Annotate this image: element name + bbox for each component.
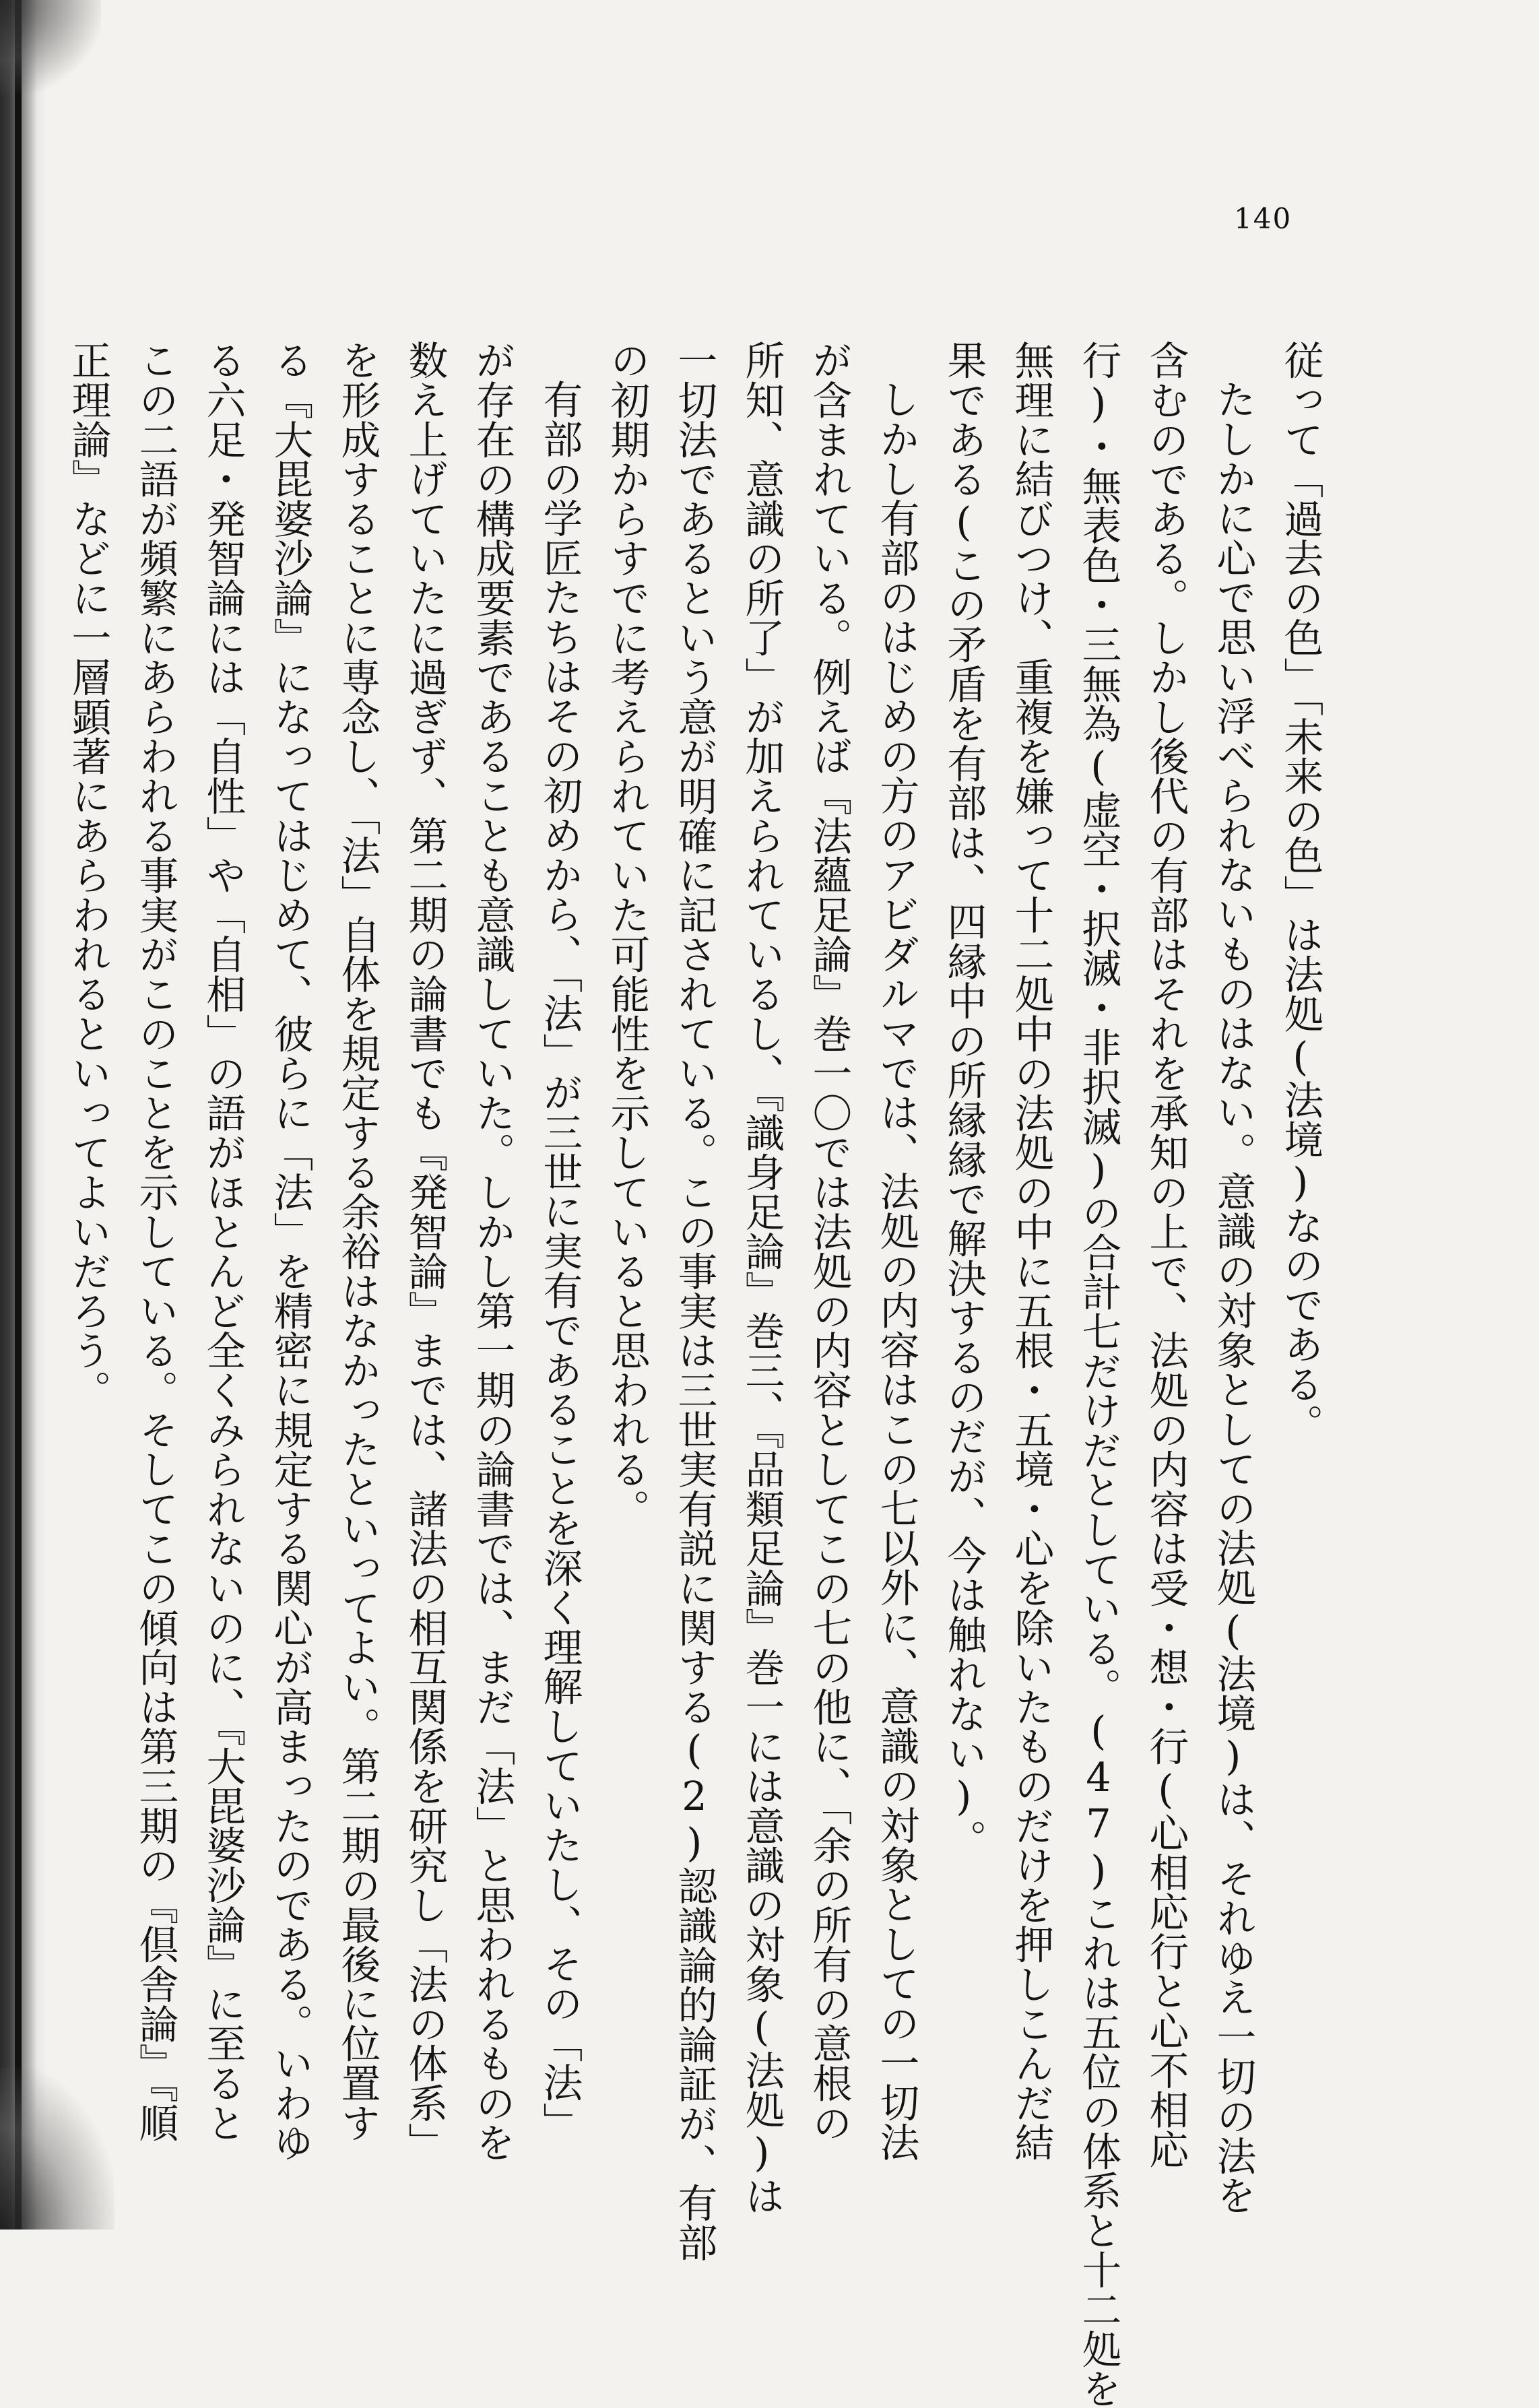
text-column: の初期からすでに考えられていた可能性を示していると思われる。 [603,340,651,1528]
binding-line [15,0,22,2230]
text-column: しかし有部のはじめの方のアビダルマでは、法処の内容はこの七以外に、意識の対象としての一切法 [873,379,920,2161]
text-column: 数え上げていたに過ぎず、第二期の論書でも『発智論』までは、諸法の相互関係を研究し「法の体系」 [401,340,449,2162]
text-column: たしかに心で思い浮べられないものはない。意識の対象としての法処(法境)は、それゆえ一切の法を [1210,379,1257,2215]
scan-speckle-top [0,0,101,94]
text-column: 行)・無表色・三無為(虚空・択滅・非択滅)の合計七だけだとしている。(47)これは五位の体系と十二処を [1075,340,1122,2408]
text-column: 果である(この矛盾を有部は、四縁中の所縁縁で解決するのだが、今は触れない)。 [940,340,987,1859]
scan-speckle-bottom [0,2068,114,2230]
text-column: 含むのである。しかし後代の有部はそれを承知の上で、法処の内容は受・想・行(心相応行と心不相応 [1142,340,1189,2169]
text-column: 無理に結びつけ、重複を嫌って十二処中の法処の中に五根・五境・心を除いたものだけを押しこんだ結 [1008,340,1055,2162]
text-column: を形成することに専念し、「法」自体を規定する余裕はなかったといってよい。第二期の最後に位置す [334,340,381,2143]
text-column: る六足・発智論には「自性」や「自相」の語がほとんど全くみられないのに、『大毘婆沙論』に至ると [199,340,247,2143]
text-column: る『大毘婆沙論』になってはじめて、彼らに「法」を精密に規定する関心が高まったのである。いわゆ [267,340,314,2162]
text-column: 有部の学匠たちはその初めから、「法」が三世に実有であることを深く理解していたし、その「法」 [536,379,583,2142]
page-number: 140 [1234,202,1292,235]
text-column: この二語が頻繁にあらわれる事実がこのことを示している。そしてこの傾向は第三期の『倶舎論』『順 [132,340,179,2143]
text-column: 所知、意識の所了」が加えられているし、『識身足論』巻三、『品類足論』巻一には意識の対象(法処)は [738,340,785,2215]
text-column: が含まれている。例えば『法蘊足論』巻一〇では法処の内容としてこの七の他に、「余の所有の意根の [806,340,853,2143]
binding-shadow [0,0,47,2230]
text-column: 正理論』などに一層顕著にあらわれるといってよいだろう。 [65,340,112,1410]
text-column: 従って「過去の色」「未来の色」は法処(法境)なのである。 [1277,340,1324,1443]
vertical-text-body [65,340,1334,2408]
text-column: が存在の構成要素であることも意識していた。しかし第一期の論書では、まだ「法」と思われるものを [469,340,516,2162]
text-column: 一切法であるという意が明確に記されている。この事実は三世実有説に関する(2)認識論的論証が、有部 [671,340,718,2262]
